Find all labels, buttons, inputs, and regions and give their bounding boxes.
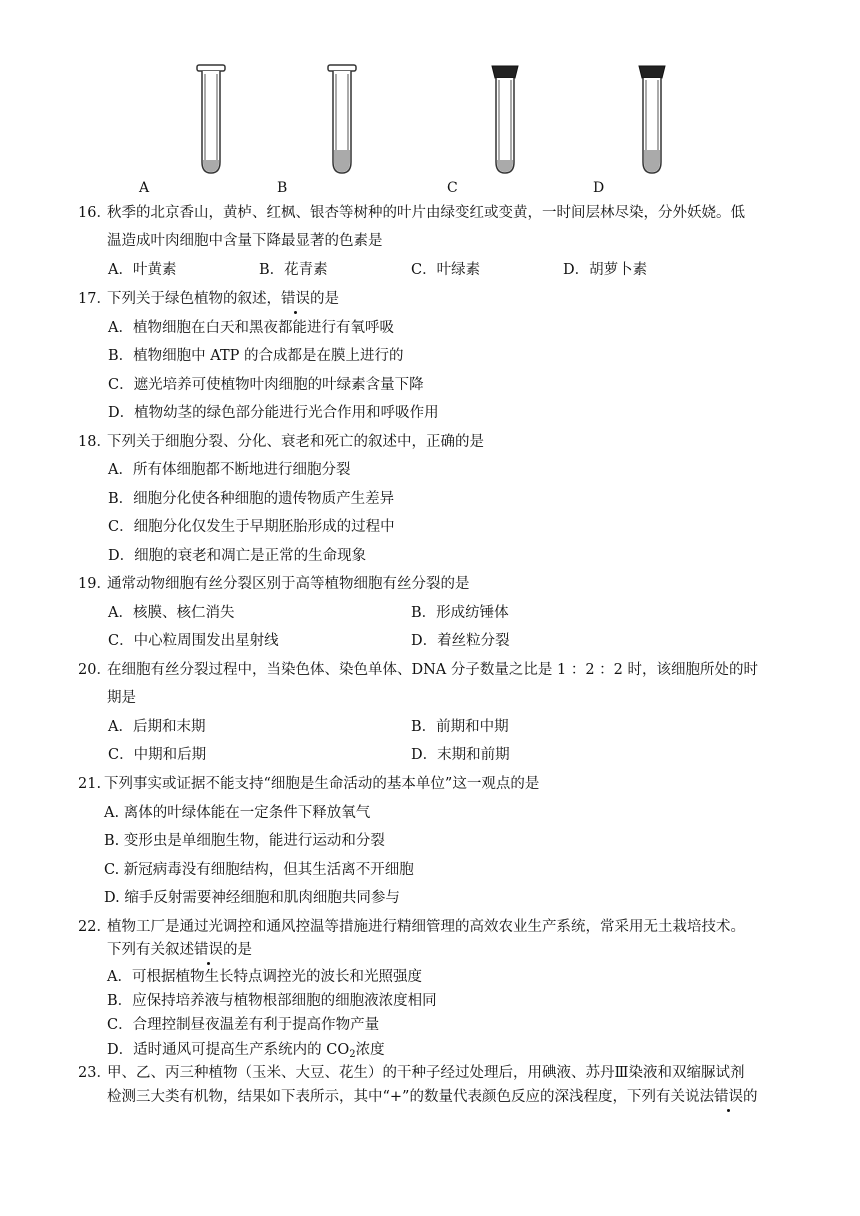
question-number: 21. [78, 776, 102, 792]
option-b: B．细胞分化使各种细胞的遗传物质产生差异 [108, 491, 395, 507]
option-b: B．应保持培养液与植物根部细胞的细胞液浓度相同 [107, 993, 437, 1009]
option-c: C．遮光培养可使植物叶肉细胞的叶绿素含量下降 [108, 377, 424, 393]
option-a: A．叶黄素 [108, 262, 177, 278]
stem-post: 的是 [310, 291, 339, 307]
option-d-text: D．适时通风可提高生产系统内的 CO [107, 1042, 350, 1058]
stem-pre: 下列有关叙述 [107, 942, 194, 958]
stem-post: 的 [742, 1089, 758, 1105]
tube-label-c: C [447, 180, 458, 196]
option-d: D. 缩手反射需要神经细胞和肌肉细胞共同参与 [104, 890, 400, 906]
question-number: 16． [78, 205, 111, 221]
option-a: A．核膜、核仁消失 [108, 605, 235, 621]
option-c: C. 新冠病毒没有细胞结构，但其生活离不开细胞 [104, 862, 414, 878]
question-stem: 下列事实或证据不能支持“细胞是生命活动的基本单位”这一观点的是 [104, 776, 540, 792]
question-number: 23． [78, 1065, 111, 1081]
option-c: C．细胞分化仅发生于早期胚胎形成的过程中 [108, 519, 395, 535]
option-b: B．形成纺锤体 [411, 605, 509, 621]
question-stem: 通常动物细胞有丝分裂区别于高等植物细胞有丝分裂的是 [107, 576, 470, 592]
question-number: 19． [78, 576, 111, 592]
question-stem-line2 [107, 1087, 757, 1107]
option-a: A．后期和末期 [108, 719, 206, 735]
subscript: 2 [349, 1049, 356, 1060]
stem-emphasis: 错误 [281, 291, 310, 307]
option-a: A．可根据植物生长特点调控光的波长和光照强度 [107, 969, 422, 985]
option-a: A．植物细胞在白天和黑夜都能进行有氧呼吸 [108, 320, 394, 336]
stem-post: 的是 [223, 942, 252, 958]
option-d-text-end: 浓度 [355, 1042, 385, 1058]
question-stem: 下列关于细胞分裂、分化、衰老和死亡的叙述中，正确的是 [107, 434, 484, 450]
option-d: D．细胞的衰老和凋亡是正常的生命现象 [108, 548, 367, 564]
option-d: D．植物幼茎的绿色部分能进行光合作用和呼吸作用 [108, 405, 439, 421]
question-stem-line2 [107, 940, 252, 960]
option-c: C．叶绿素 [411, 262, 481, 278]
question-number: 17． [78, 291, 111, 307]
option-d: D．胡萝卜素 [563, 262, 648, 278]
stem-pre: 下列关于绿色植物的叙述， [107, 291, 281, 307]
question-stem-line1: 在细胞有丝分裂过程中，当染色体、染色单体、DNA 分子数量之比是 1 ：2 ：2 时，该细胞所处的时 [107, 662, 759, 678]
question-number: 20． [78, 662, 111, 678]
question-stem-line1: 秋季的北京香山，黄栌、红枫、银杏等树种的叶片由绿变红或变黄，一时间层林尽染，分外妖娆。低 [107, 205, 745, 221]
option-d: D．末期和前期 [411, 747, 510, 763]
question-stem-line1: 甲、乙、丙三种植物（玉米、大豆、花生）的干种子经过处理后，用碘液、苏丹Ⅲ染液和双缩脲试剂 [107, 1065, 745, 1081]
option-c: C．中心粒周围发出星射线 [108, 633, 279, 649]
option-a: A．所有体细胞都不断地进行细胞分裂 [108, 462, 351, 478]
option-d: D．着丝粒分裂 [411, 633, 510, 649]
stem-emphasis: 错误 [194, 942, 223, 958]
option-c: C．中期和后期 [108, 747, 207, 763]
stem-emphasis: 错误 [713, 1089, 743, 1105]
question-number: 18． [78, 434, 111, 450]
tube-label-a: A [139, 180, 150, 196]
test-tube-icon-b [327, 64, 357, 176]
option-d [107, 1040, 385, 1060]
stem-pre: 检测三大类有机物，结果如下表所示，其中“+”的数量代表颜色反应的深浅程度，下列有关说法 [107, 1089, 714, 1105]
question-stem-line2: 温造成叶肉细胞中含量下降最显著的色素是 [107, 233, 383, 249]
option-b: B．前期和中期 [411, 719, 509, 735]
option-a: A. 离体的叶绿体能在一定条件下释放氧气 [104, 805, 371, 821]
question-stem-line1: 植物工厂是通过光调控和通风控温等措施进行精细管理的高效农业生产系统，常采用无土栽培技术。 [107, 919, 745, 935]
option-b: B．花青素 [259, 262, 328, 278]
option-b: B．植物细胞中 ATP 的合成都是在膜上进行的 [108, 348, 404, 364]
tube-label-d: D [593, 180, 605, 196]
tube-label-b: B [277, 180, 288, 196]
question-stem-line2: 期是 [107, 690, 136, 706]
test-tube-icon-a [196, 64, 226, 176]
test-tube-icon-d [637, 64, 667, 176]
test-tube-icon-c [490, 64, 520, 176]
option-c: C．合理控制昼夜温差有利于提高作物产量 [107, 1017, 380, 1033]
option-b: B. 变形虫是单细胞生物，能进行运动和分裂 [104, 833, 385, 849]
question-number: 22． [78, 919, 111, 935]
question-stem [107, 289, 339, 309]
